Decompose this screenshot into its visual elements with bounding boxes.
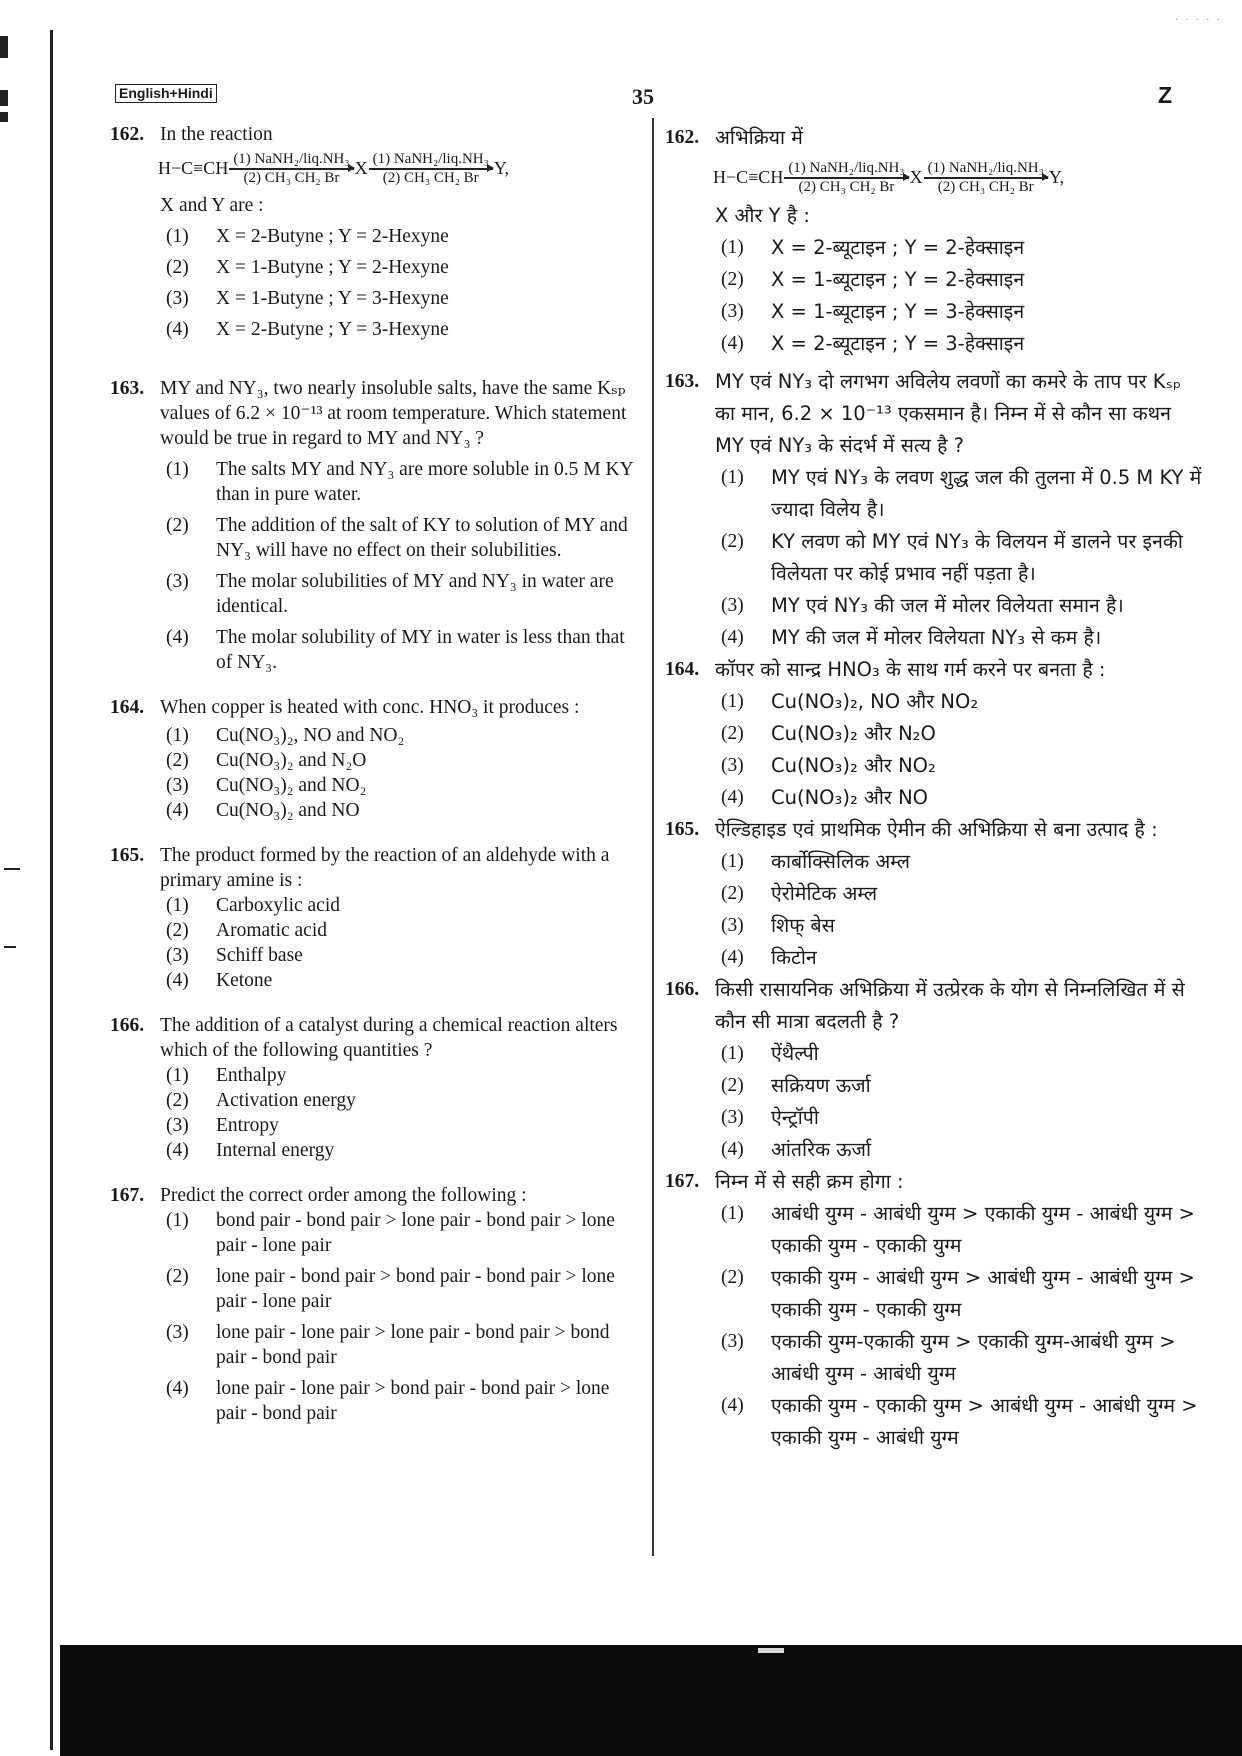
intermediate: X bbox=[354, 158, 368, 179]
option-text: X = 1-Butyne ; Y = 3-Hexyne bbox=[216, 287, 449, 309]
english-column bbox=[110, 122, 640, 1426]
option bbox=[160, 255, 640, 280]
option-text: एकाकी युग्म - आबंधी युग्म > आबंधी युग्म - आबंधी युग्म > एकाकी युग्म - एकाकी युग्म bbox=[771, 1265, 1195, 1321]
option bbox=[715, 526, 1205, 590]
option bbox=[160, 918, 640, 943]
option-text: Enthalpy bbox=[216, 1064, 287, 1086]
option-text: Entropy bbox=[216, 1114, 279, 1136]
option bbox=[715, 878, 1205, 910]
option-text: X = 1-Butyne ; Y = 2-Hexyne bbox=[216, 256, 449, 278]
option bbox=[715, 264, 1205, 296]
intermediate: X bbox=[909, 167, 923, 188]
option bbox=[160, 798, 640, 823]
question-stem: ऐल्डिहाइड एवं प्राथमिक ऐमीन की अभिक्रिया से बना उत्पाद है : bbox=[715, 817, 1158, 841]
question-stem: MY and NY₃, two nearly insoluble salts, have the same Kₛₚ values of 6.2 × 10⁻¹³ at room temperature. Which statement would be true in regard to MY and NY₃ ? bbox=[160, 377, 627, 449]
question-165-hindi bbox=[665, 814, 1205, 974]
option-text: X = 1-ब्यूटाइन ; Y = 3-हेक्साइन bbox=[771, 299, 1025, 323]
question-number: 166. bbox=[665, 978, 700, 1000]
option-text: The molar solubility of MY in water is less than that of NY₃. bbox=[216, 626, 625, 673]
option bbox=[715, 1262, 1205, 1326]
question-165 bbox=[110, 843, 640, 993]
option-number: (4) bbox=[166, 626, 189, 648]
option-text: KY लवण को MY एवं NY₃ के विलयन में डालने पर इनकी विलेयता पर कोई प्रभाव नहीं पड़ता है। bbox=[771, 529, 1183, 585]
option-text: सक्रियण ऊर्जा bbox=[771, 1073, 871, 1097]
option-number: (4) bbox=[166, 318, 189, 340]
option-text: MY एवं NY₃ की जल में मोलर विलेयता समान है। bbox=[771, 593, 1124, 617]
option bbox=[715, 622, 1205, 654]
option-text: Cu(NO₃)₂ and NO₂ bbox=[216, 774, 367, 796]
scan-bottom-band bbox=[60, 1645, 1242, 1756]
option-text: bond pair - bond pair > lone pair - bond pair > lone pair - lone pair bbox=[216, 1209, 615, 1256]
option bbox=[160, 1088, 640, 1113]
option-text: Cu(NO₃)₂, NO and NO₂ bbox=[216, 724, 405, 746]
option bbox=[160, 1063, 640, 1088]
option-number: (2) bbox=[721, 530, 744, 552]
option-number: (3) bbox=[721, 914, 744, 936]
reaction-arrow bbox=[229, 151, 353, 187]
question-164-hindi bbox=[665, 654, 1205, 814]
option-text: MY एवं NY₃ के लवण शुद्ध जल की तुलना में 0.5 M KY में ज्यादा विलेय है। bbox=[771, 465, 1202, 521]
option bbox=[160, 569, 640, 619]
question-stem: In the reaction bbox=[160, 124, 273, 145]
option bbox=[715, 910, 1205, 942]
option-number: (3) bbox=[721, 1330, 744, 1352]
option-text: Activation energy bbox=[216, 1089, 356, 1111]
option-text: The molar solubilities of MY and NY₃ in water are identical. bbox=[216, 570, 614, 617]
option bbox=[160, 1376, 640, 1426]
option bbox=[715, 750, 1205, 782]
question-stem: When copper is heated with conc. HNO₃ it produces : bbox=[160, 696, 580, 718]
option-text: lone pair - bond pair > bond pair - bond pair > lone pair - lone pair bbox=[216, 1265, 615, 1312]
option-text: The addition of the salt of KY to solution of MY and NY₃ will have no effect on their solubilities. bbox=[216, 514, 628, 561]
question-number: 163. bbox=[110, 377, 145, 399]
question-number: 167. bbox=[665, 1170, 700, 1192]
option bbox=[160, 1138, 640, 1163]
language-tag: English+Hindi bbox=[115, 84, 217, 103]
option-number: (1) bbox=[166, 1209, 189, 1231]
question-167-hindi bbox=[665, 1166, 1205, 1454]
question-number: 165. bbox=[110, 844, 145, 866]
scan-specks: · · · · · bbox=[1174, 14, 1222, 26]
option-number: (4) bbox=[166, 799, 189, 821]
scan-mark bbox=[4, 868, 20, 870]
question-follow: X and Y are : bbox=[160, 194, 264, 216]
option bbox=[160, 1113, 640, 1138]
option-text: lone pair - lone pair > bond pair - bond pair > lone pair - bond pair bbox=[216, 1377, 610, 1424]
option-text: ऐंथैल्पी bbox=[771, 1041, 819, 1065]
option-number: (1) bbox=[721, 466, 744, 488]
option-number: (1) bbox=[166, 894, 189, 916]
option-number: (2) bbox=[166, 1265, 189, 1287]
question-number: 166. bbox=[110, 1014, 145, 1036]
scan-mark bbox=[0, 90, 8, 106]
option bbox=[160, 773, 640, 798]
option-number: (4) bbox=[721, 786, 744, 808]
option-number: (3) bbox=[721, 300, 744, 322]
option bbox=[715, 846, 1205, 878]
reactant: H−C≡CH bbox=[713, 167, 784, 188]
page-number: 35 bbox=[632, 84, 654, 109]
option-number: (2) bbox=[721, 882, 744, 904]
question-number: 164. bbox=[665, 658, 700, 680]
question-163 bbox=[110, 376, 640, 675]
option-number: (2) bbox=[166, 1089, 189, 1111]
option-text: Cu(NO₃)₂, NO और NO₂ bbox=[771, 689, 979, 713]
option-number: (1) bbox=[721, 236, 744, 258]
option-text: X = 2-ब्यूटाइन ; Y = 3-हेक्साइन bbox=[771, 331, 1025, 355]
option-number: (1) bbox=[166, 225, 189, 247]
question-stem: अभिक्रिया में bbox=[715, 126, 803, 149]
reagent-bottom: (2) CH₃ CH₂ Br bbox=[382, 169, 479, 186]
option-number: (4) bbox=[166, 1139, 189, 1161]
test-booklet-code: Z bbox=[1158, 82, 1173, 108]
option-text: Cu(NO₃)₂ and N₂O bbox=[216, 749, 367, 771]
column-divider bbox=[652, 118, 654, 1556]
option-number: (3) bbox=[166, 570, 189, 592]
question-stem: कॉपर को सान्द्र HNO₃ के साथ गर्म करने पर बनता है : bbox=[715, 657, 1106, 681]
option-number: (4) bbox=[721, 946, 744, 968]
option-number: (2) bbox=[166, 256, 189, 278]
option bbox=[715, 718, 1205, 750]
option bbox=[715, 328, 1205, 360]
question-number: 164. bbox=[110, 696, 145, 718]
option-text: Cu(NO₃)₂ and NO bbox=[216, 799, 360, 821]
option bbox=[715, 590, 1205, 622]
reagent-bottom: (2) CH₃ CH₂ Br bbox=[798, 178, 895, 195]
option bbox=[715, 1038, 1205, 1070]
reaction-scheme bbox=[713, 160, 1205, 196]
question-stem: किसी रासायनिक अभिक्रिया में उत्प्रेरक के योग से निम्नलिखित में से कौन सी मात्रा बदलती है ? bbox=[715, 977, 1185, 1033]
question-164 bbox=[110, 695, 640, 823]
question-follow: X और Y है : bbox=[715, 203, 810, 227]
option-number: (1) bbox=[721, 1202, 744, 1224]
option-number: (3) bbox=[166, 944, 189, 966]
product: Y, bbox=[493, 158, 510, 179]
option-number: (4) bbox=[721, 332, 744, 354]
option-number: (2) bbox=[166, 514, 189, 536]
option-text: ऐरोमेटिक अम्ल bbox=[771, 881, 878, 905]
option-number: (1) bbox=[721, 850, 744, 872]
question-163-hindi bbox=[665, 366, 1205, 654]
option-text: Ketone bbox=[216, 969, 273, 991]
question-166-hindi bbox=[665, 974, 1205, 1166]
option-number: (3) bbox=[166, 774, 189, 796]
option-number: (4) bbox=[721, 626, 744, 648]
scan-mark bbox=[0, 36, 8, 58]
question-number: 167. bbox=[110, 1184, 145, 1206]
option bbox=[160, 968, 640, 993]
option-text: आंतरिक ऊर्जा bbox=[771, 1137, 872, 1161]
option-number: (3) bbox=[166, 287, 189, 309]
option-text: Cu(NO₃)₂ और NO bbox=[771, 785, 929, 809]
reagent-top: (1) NaNH₂/liq.NH₃ bbox=[233, 151, 350, 167]
reactant: H−C≡CH bbox=[158, 158, 229, 179]
option bbox=[160, 943, 640, 968]
reaction-arrow bbox=[784, 160, 908, 196]
option-number: (2) bbox=[721, 268, 744, 290]
scan-margin-bar bbox=[50, 30, 53, 1750]
option bbox=[160, 1320, 640, 1370]
option-text: किटोन bbox=[771, 945, 817, 969]
option bbox=[160, 317, 640, 342]
option-text: lone pair - lone pair > lone pair - bond pair > bond pair - bond pair bbox=[216, 1321, 610, 1368]
reagent-top: (1) NaNH₂/liq.NH₃ bbox=[788, 160, 905, 176]
option bbox=[160, 457, 640, 507]
question-stem: Predict the correct order among the following : bbox=[160, 1184, 527, 1206]
option-number: (3) bbox=[721, 754, 744, 776]
option bbox=[715, 296, 1205, 328]
option-number: (4) bbox=[166, 1377, 189, 1399]
option bbox=[160, 224, 640, 249]
option-number: (3) bbox=[721, 1106, 744, 1128]
option bbox=[160, 625, 640, 675]
option bbox=[160, 286, 640, 311]
question-stem: The addition of a catalyst during a chemical reaction alters which of the following quantities ? bbox=[160, 1014, 618, 1061]
option bbox=[160, 1264, 640, 1314]
reagent-bottom: (2) CH₃ CH₂ Br bbox=[243, 169, 340, 186]
hindi-column bbox=[665, 122, 1205, 1454]
option bbox=[715, 1326, 1205, 1390]
option bbox=[715, 942, 1205, 974]
question-162-hindi bbox=[665, 122, 1205, 360]
option bbox=[715, 462, 1205, 526]
option bbox=[715, 1102, 1205, 1134]
option-number: (1) bbox=[166, 1064, 189, 1086]
option-text: एकाकी युग्म - एकाकी युग्म > आबंधी युग्म - आबंधी युग्म > एकाकी युग्म - आबंधी युग्म bbox=[771, 1393, 1198, 1449]
reagent-top: (1) NaNH₂/liq.NH₃ bbox=[372, 151, 489, 167]
option-number: (3) bbox=[721, 594, 744, 616]
option-text: Schiff base bbox=[216, 944, 303, 966]
question-stem: The product formed by the reaction of an aldehyde with a primary amine is : bbox=[160, 844, 610, 891]
option bbox=[715, 1070, 1205, 1102]
reagent-top: (1) NaNH₂/liq.NH₃ bbox=[927, 160, 1044, 176]
option-number: (1) bbox=[721, 690, 744, 712]
option-text: Carboxylic acid bbox=[216, 894, 340, 916]
option-number: (2) bbox=[166, 749, 189, 771]
option-number: (2) bbox=[721, 1266, 744, 1288]
question-162 bbox=[110, 122, 640, 342]
product: Y, bbox=[1048, 167, 1065, 188]
question-number: 162. bbox=[110, 124, 145, 145]
option-text: X = 1-ब्यूटाइन ; Y = 2-हेक्साइन bbox=[771, 267, 1025, 291]
option-text: ऐन्ट्रॉपी bbox=[771, 1105, 819, 1129]
option-text: शिफ् बेस bbox=[771, 913, 835, 937]
question-number: 162. bbox=[665, 127, 700, 148]
reagent-bottom: (2) CH₃ CH₂ Br bbox=[937, 178, 1034, 195]
option-text: कार्बोक्सिलिक अम्ल bbox=[771, 849, 910, 873]
option-text: MY की जल में मोलर विलेयता NY₃ से कम है। bbox=[771, 625, 1102, 649]
option-text: Internal energy bbox=[216, 1139, 335, 1161]
option bbox=[160, 893, 640, 918]
question-166 bbox=[110, 1013, 640, 1163]
option-number: (3) bbox=[166, 1321, 189, 1343]
option bbox=[715, 232, 1205, 264]
option-text: Aromatic acid bbox=[216, 919, 327, 941]
reaction-arrow bbox=[924, 160, 1048, 196]
option-number: (4) bbox=[166, 969, 189, 991]
scan-mark bbox=[0, 112, 8, 122]
option-text: एकाकी युग्म-एकाकी युग्म > एकाकी युग्म-आबंधी युग्म > आबंधी युग्म - आबंधी युग्म bbox=[771, 1329, 1176, 1385]
option bbox=[715, 686, 1205, 718]
option-number: (2) bbox=[166, 919, 189, 941]
reaction-scheme bbox=[158, 151, 640, 187]
option-number: (1) bbox=[166, 724, 189, 746]
scan-mark bbox=[4, 946, 16, 948]
option-text: Cu(NO₃)₂ और N₂O bbox=[771, 721, 936, 745]
option-text: Cu(NO₃)₂ और NO₂ bbox=[771, 753, 936, 777]
option-number: (1) bbox=[166, 458, 189, 480]
option bbox=[715, 1134, 1205, 1166]
option bbox=[160, 723, 640, 748]
question-number: 165. bbox=[665, 818, 700, 840]
option-text: X = 2-Butyne ; Y = 3-Hexyne bbox=[216, 318, 449, 340]
option bbox=[160, 1208, 640, 1258]
option-number: (2) bbox=[721, 1074, 744, 1096]
question-stem: MY एवं NY₃ दो लगभग अविलेय लवणों का कमरे के ताप पर Kₛₚ का मान, 6.2 × 10⁻¹³ एकसमान है। निम्न में से कौन सा कथन MY एवं NY₃ के संदर्भ में सत्य है ? bbox=[715, 369, 1182, 457]
option bbox=[160, 748, 640, 773]
option-text: आबंधी युग्म - आबंधी युग्म > एकाकी युग्म - आबंधी युग्म > एकाकी युग्म - एकाकी युग्म bbox=[771, 1201, 1195, 1257]
option-number: (3) bbox=[166, 1114, 189, 1136]
option-text: X = 2-ब्यूटाइन ; Y = 2-हेक्साइन bbox=[771, 235, 1025, 259]
question-stem: निम्न में से सही क्रम होगा : bbox=[715, 1169, 904, 1193]
option-number: (1) bbox=[721, 1042, 744, 1064]
option-number: (4) bbox=[721, 1138, 744, 1160]
option-number: (4) bbox=[721, 1394, 744, 1416]
option bbox=[715, 1390, 1205, 1454]
reaction-arrow bbox=[369, 151, 493, 187]
option-text: X = 2-Butyne ; Y = 2-Hexyne bbox=[216, 225, 449, 247]
option-text: The salts MY and NY₃ are more soluble in 0.5 M KY than in pure water. bbox=[216, 458, 633, 505]
question-number: 163. bbox=[665, 370, 700, 392]
option bbox=[715, 782, 1205, 814]
scan-bottom-nick bbox=[758, 1648, 784, 1653]
option bbox=[160, 513, 640, 563]
option bbox=[715, 1198, 1205, 1262]
question-167 bbox=[110, 1183, 640, 1426]
option-number: (2) bbox=[721, 722, 744, 744]
